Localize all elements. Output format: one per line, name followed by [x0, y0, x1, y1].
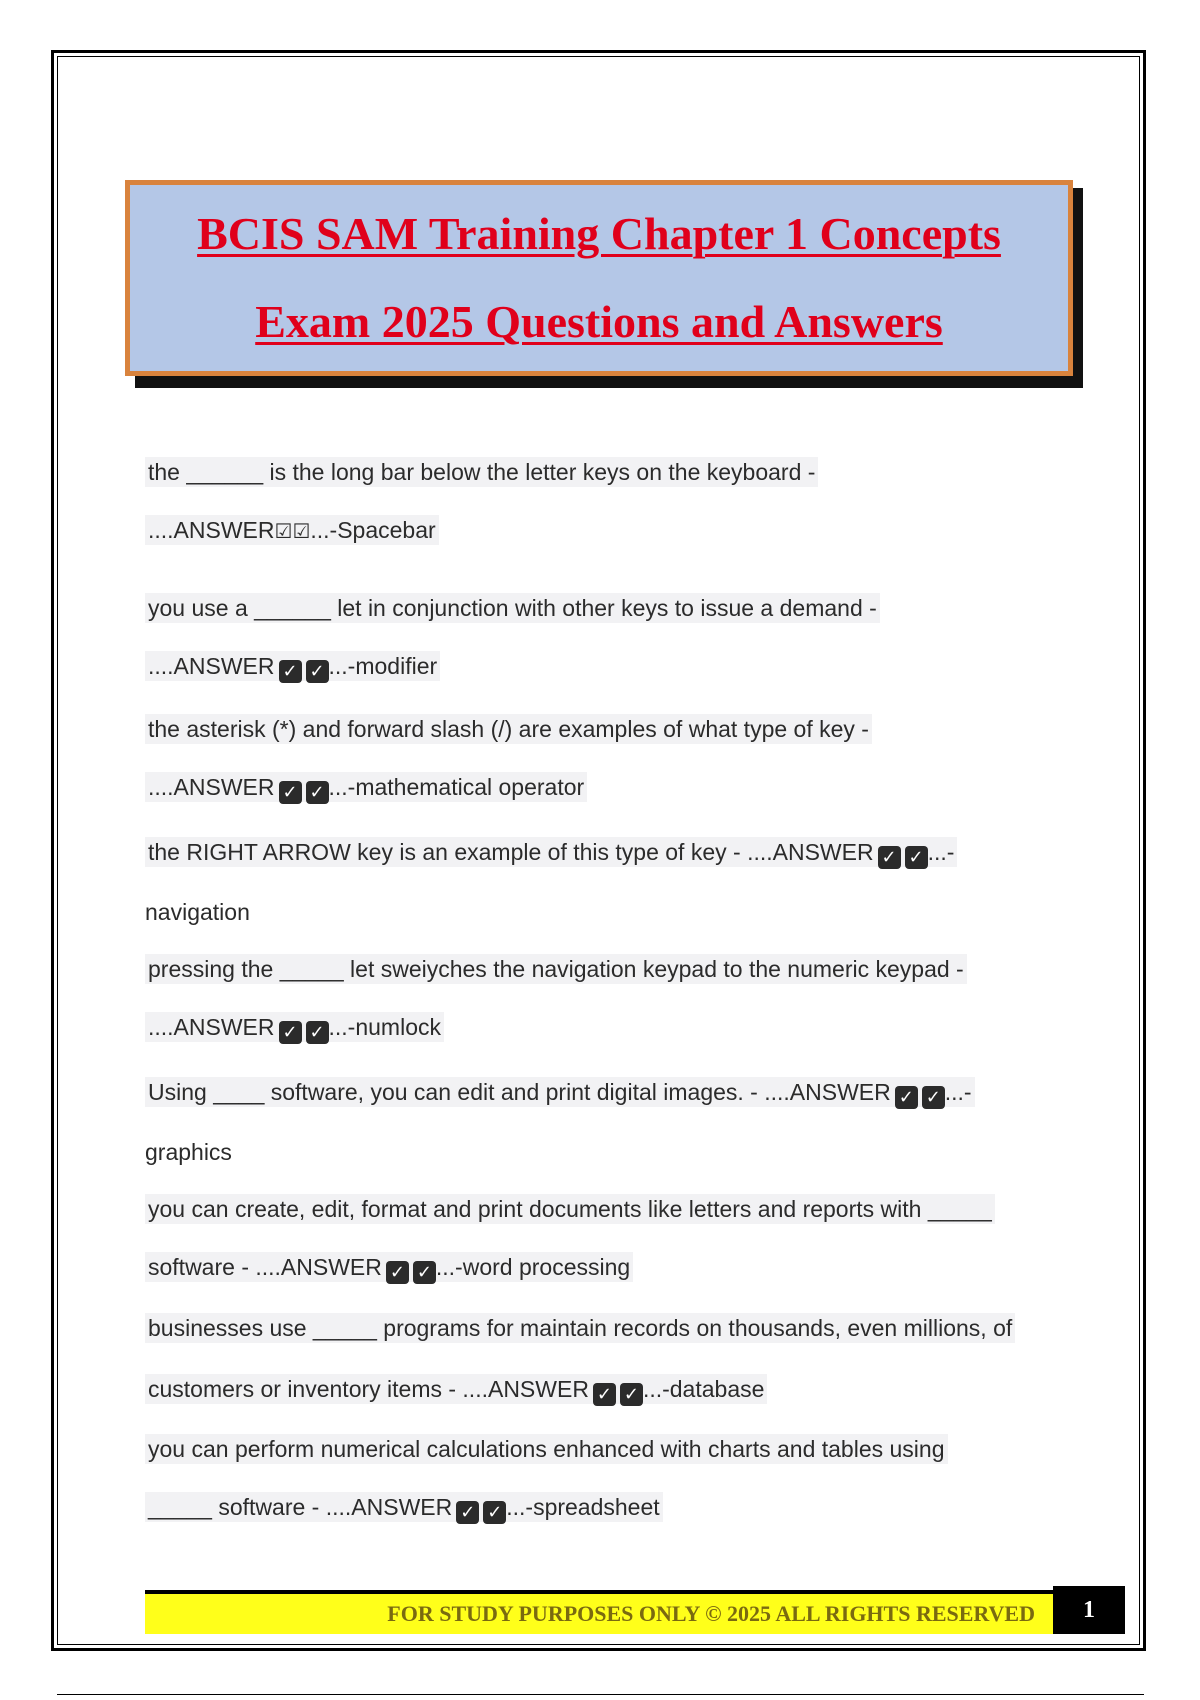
check-icon: ✓ — [279, 1021, 302, 1044]
answer-text: ...-word processing — [435, 1254, 631, 1280]
check-icon: ✓ — [413, 1261, 436, 1284]
qa-7-question — [145, 1194, 1085, 1224]
check-icon: ✓ — [878, 846, 901, 869]
check-icon: ✓ — [593, 1383, 616, 1406]
check-icon: ✓ — [905, 846, 928, 869]
answer-prefix: ....ANSWER — [148, 653, 275, 679]
check-icon: ✓ — [279, 660, 302, 683]
qa-8-question — [145, 1313, 1085, 1343]
footer-banner — [145, 1590, 1053, 1634]
answer-prefix: ....ANSWER — [148, 774, 275, 800]
check-icon: ✓ — [483, 1501, 506, 1524]
check-icon: ✓ — [895, 1086, 918, 1109]
check-icon: ✓ — [306, 1021, 329, 1044]
qa-5-answer — [145, 1012, 1085, 1044]
check-icon: ✓ — [306, 660, 329, 683]
answer-text: ...-mathematical operator — [328, 774, 585, 800]
answer-prefix: _____ software - ....ANSWER — [148, 1494, 453, 1520]
title-box — [125, 180, 1073, 376]
answer-prefix: ....ANSWER — [148, 1014, 275, 1040]
qa-8-answer — [145, 1374, 1085, 1406]
answer-prefix: software - ....ANSWER — [148, 1254, 382, 1280]
question-text: the RIGHT ARROW key is an example of this type of key - ....ANSWER — [148, 839, 874, 865]
answer-text: ...-modifier — [328, 653, 438, 679]
answer-text: navigation — [145, 899, 250, 925]
qa-3-answer — [145, 772, 1085, 804]
qa-9-question — [145, 1434, 1085, 1464]
answer-text: ...-Spacebar — [310, 517, 436, 543]
question-text: you use a ______ let in conjunction with other keys to issue a demand - — [145, 593, 880, 623]
answer-text: ...-spreadsheet — [506, 1494, 660, 1520]
question-text: Using ____ software, you can edit and print digital images. - ....ANSWER — [148, 1079, 891, 1105]
question-text: the ______ is the long bar below the letter keys on the keyboard - — [145, 457, 818, 487]
check-icon: ✓ — [620, 1383, 643, 1406]
qa-1-answer — [145, 515, 1085, 546]
qa-4-question — [145, 837, 1085, 869]
question-text: the asterisk (*) and forward slash (/) are examples of what type of key - — [145, 714, 872, 744]
answer-suffix: ...- — [927, 839, 955, 865]
question-text: you can perform numerical calculations enhanced with charts and tables using — [145, 1434, 948, 1464]
answer-prefix: customers or inventory items - ....ANSWER — [148, 1376, 589, 1402]
qa-2-answer — [145, 651, 1085, 683]
answer-prefix: ....ANSWER — [148, 517, 275, 543]
qa-5-question — [145, 954, 1085, 984]
check-icon: ✓ — [456, 1501, 479, 1524]
title-line-2: Exam 2025 Questions and Answers — [255, 296, 943, 347]
page-number: 1 — [1053, 1586, 1125, 1634]
bottom-rule — [57, 1694, 1144, 1695]
qa-6-question — [145, 1077, 1085, 1109]
qa-1-question — [145, 457, 1085, 487]
qa-2-question — [145, 593, 1085, 623]
title-line-1: BCIS SAM Training Chapter 1 Concepts — [197, 208, 1001, 259]
checkbox-icon: ☑☑ — [274, 519, 311, 543]
qa-7-answer — [145, 1252, 1085, 1284]
answer-text: ...-numlock — [328, 1014, 441, 1040]
answer-text: ...-database — [642, 1376, 765, 1402]
check-icon: ✓ — [279, 781, 302, 804]
check-icon: ✓ — [922, 1086, 945, 1109]
qa-3-question — [145, 714, 1085, 744]
qa-6-answer — [145, 1137, 1085, 1167]
question-text: pressing the _____ let sweiyches the navigation keypad to the numeric keypad - — [145, 954, 967, 984]
qa-9-answer — [145, 1492, 1085, 1524]
check-icon: ✓ — [306, 781, 329, 804]
qa-4-answer — [145, 897, 1085, 927]
question-text: businesses use _____ programs for maintain records on thousands, even millions, of — [145, 1313, 1015, 1343]
answer-text: graphics — [145, 1139, 232, 1165]
footer-text: FOR STUDY PURPOSES ONLY © 2025 ALL RIGHTS RESERVED — [387, 1601, 1035, 1626]
question-text: you can create, edit, format and print documents like letters and reports with _____ — [145, 1194, 995, 1224]
check-icon: ✓ — [386, 1261, 409, 1284]
answer-suffix: ...- — [944, 1079, 972, 1105]
